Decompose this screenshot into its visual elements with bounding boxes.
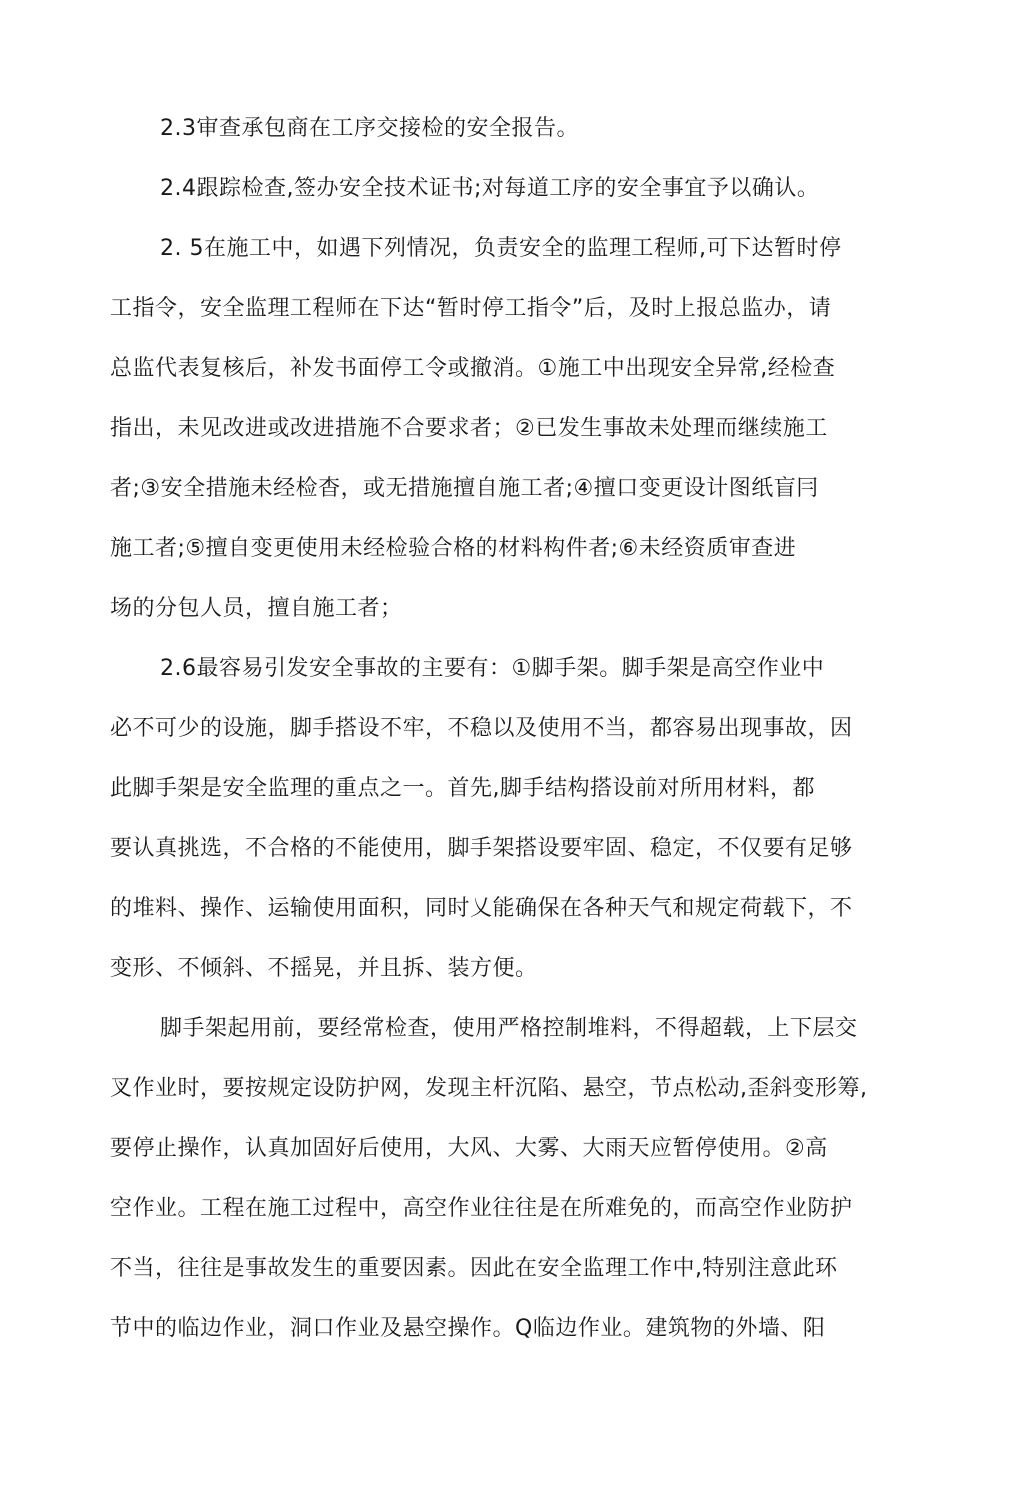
text-line: 变形、不倾斜、不摇晃，并且拆、装方便。: [110, 956, 538, 981]
text-line: 场的分包人员，擅自施工者；: [110, 596, 403, 621]
text-line: 工指令，安全监理工程师在下达“暂时停工指令”后，及时上报总监办，请: [110, 296, 832, 321]
text-line: 叉作业时，要按规定设防护网，发现主杆沉陷、悬空，节点松动,歪斜变形筹,: [110, 1076, 868, 1101]
text-line: 2.4跟踪检查,签办安全技术证书;对每道工序的安全事宜予以确认。: [160, 176, 820, 201]
text-line: 不当，往往是事故发生的重要因素。因此在安全监理工作中,特别注意此环: [110, 1256, 838, 1281]
text-line: 的堆料、操作、运输使用面积，同时乂能确保在各种天气和规定荷载下，不: [110, 896, 853, 921]
text-line: 者;③安全措施未经检杳，或无措施擅自施工者;④擅口变更设计图纸盲冃: [110, 476, 819, 501]
text-line: 2.6最容易引发安全事故的主要有：①脚手架。脚手架是高空作业中: [160, 656, 825, 681]
text-line: 要认真挑选，不合格的不能使用，脚手架搭设要牢固、稳定，不仅要有足够: [110, 836, 853, 861]
text-line: 2.3审查承包商在工序交接检的安全报告。: [160, 116, 579, 141]
text-line: 施工者;⑤擅自变更使用未经检验合格的材料构件者;⑥未经资质审查进: [110, 536, 797, 561]
text-line: 空作业。工程在施工过程中，高空作业往往是在所难免的，而高空作业防护: [110, 1196, 853, 1221]
text-line: 指出，未见改进或改进措施不合要求者；②已发生事故未处理而继续施工: [110, 416, 828, 441]
text-line: 节中的临边作业，洞口作业及悬空操作。Q临边作业。建筑物的外墙、阳: [110, 1316, 826, 1341]
text-line: 2. 5在施工中，如遇下列情况，负责安全的监理工程师,可下达暂时停: [160, 236, 842, 261]
text-line: 脚手架起用前，要经常检查，使用严格控制堆料，不得超载，上下层交: [160, 1016, 858, 1041]
text-line: 总监代表复核后，补发书面停工令或撤消。①施工中出现安全异常,经检查: [110, 356, 836, 381]
text-line: 要停止操作，认真加固好后使用，大风、大雾、大雨天应暂停使用。②高: [110, 1136, 828, 1161]
text-line: 此脚手架是安全监理的重点之一。首先,脚手结构搭设前对所用材料，都: [110, 776, 815, 801]
text-line: 必不可少的设施，脚手搭设不牢，不稳以及使用不当，都容易出现事故，因: [110, 716, 853, 741]
